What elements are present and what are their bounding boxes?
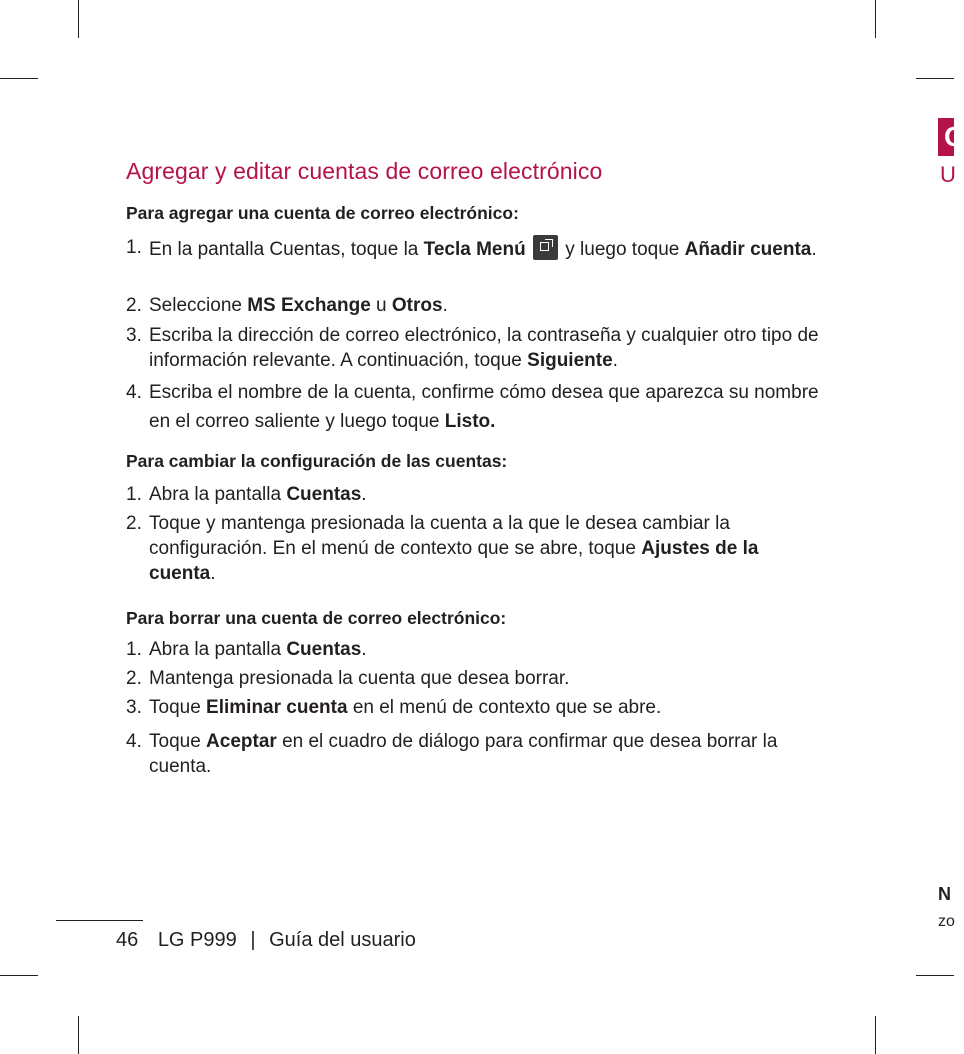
step-number: 4.: [126, 382, 142, 403]
step-text: Escriba el nombre de la cuenta, confirme cómo desea que aparezca su nombre en el correo saliente y luego toque: [149, 382, 819, 432]
footer: [116, 929, 416, 952]
step-text: u: [370, 295, 392, 316]
step-number: 1.: [126, 237, 142, 258]
model-name: LG P999: [157, 929, 237, 951]
step-text: .: [210, 563, 216, 584]
list-item: [126, 482, 826, 507]
step-text: .: [811, 239, 817, 260]
step-text: Abra la pantalla: [149, 639, 287, 660]
step-text: Seleccione: [149, 295, 248, 316]
crop-mark: [875, 0, 876, 38]
list-item: [126, 323, 826, 373]
menu-key-icon: [533, 235, 558, 260]
step-text: Mantenga presionada la cuenta que desea borrar.: [149, 668, 570, 689]
step-text: .: [361, 639, 367, 660]
step-text: Escriba la dirección de correo electrónico, la contraseña y cualquier otro tipo de información relevante. A continuación, toque: [149, 325, 819, 371]
step-text: Toque y mantenga presionada la cuenta a la que le desea cambiar la configuración. En el menú de contexto que se abre, toque: [149, 513, 730, 559]
crop-mark: [0, 78, 38, 79]
list-item: [126, 637, 826, 662]
step-text: Toque: [149, 697, 207, 718]
step-bold: Aceptar: [206, 731, 277, 752]
list-item: [126, 235, 826, 262]
crop-mark: [78, 0, 79, 38]
step-number: 2.: [126, 295, 142, 316]
change-heading: Para cambiar la configuración de las cuentas:: [126, 451, 508, 471]
step-number: 4.: [126, 731, 142, 752]
step-bold: Cuentas: [286, 639, 362, 660]
list-item: [126, 729, 826, 779]
list-item: [126, 695, 826, 720]
chapter-tab-letter: C: [944, 121, 964, 152]
step-bold: Tecla Menú: [423, 239, 526, 260]
list-item: [126, 378, 826, 436]
step-bold: Ajustes de la cuenta: [149, 538, 759, 584]
step-bold: Cuentas: [286, 484, 362, 505]
step-text: En la pantalla Cuentas, toque la: [149, 239, 424, 260]
step-bold: Añadir cuenta: [684, 239, 812, 260]
step-bold: MS Exchange: [247, 295, 371, 316]
page-number: 46: [116, 929, 139, 951]
crop-mark: [916, 975, 954, 976]
side-text-small: zo: [938, 913, 955, 930]
remove-heading: Para borrar una cuenta de correo electrónico:: [126, 608, 507, 628]
step-bold: Siguiente: [527, 350, 613, 371]
step-text: en el menú de contexto que se abre.: [347, 697, 662, 718]
footer-rule: [56, 920, 143, 921]
section-title: Agregar y editar cuentas de correo electrónico: [126, 158, 603, 184]
list-item: [126, 511, 826, 586]
step-bold: Listo.: [444, 411, 496, 432]
side-text-bold: N: [938, 884, 951, 904]
list-item: [126, 666, 826, 691]
step-text: .: [361, 484, 367, 505]
crop-mark: [78, 1016, 79, 1054]
guide-title: Guía del usuario: [269, 929, 416, 951]
step-text: .: [442, 295, 448, 316]
step-bold: Eliminar cuenta: [206, 697, 348, 718]
step-number: 2.: [126, 668, 142, 689]
step-text: y luego toque: [559, 239, 685, 260]
crop-mark: [875, 1016, 876, 1054]
step-bold: Otros: [391, 295, 443, 316]
list-item: [126, 293, 826, 318]
step-number: 3.: [126, 325, 142, 346]
footer-separator: |: [250, 929, 256, 951]
step-text: en el cuadro de diálogo para confirmar que desea borrar la cuenta.: [149, 731, 778, 777]
crop-mark: [0, 975, 38, 976]
step-text: Abra la pantalla: [149, 484, 287, 505]
step-text: .: [612, 350, 618, 371]
chapter-tab-next-letter: U: [940, 162, 956, 187]
add-heading: Para agregar una cuenta de correo electrónico:: [126, 203, 519, 223]
step-number: 2.: [126, 513, 142, 534]
step-number: 3.: [126, 697, 142, 718]
crop-mark: [916, 78, 954, 79]
step-number: 1.: [126, 484, 142, 505]
step-text: Toque: [149, 731, 207, 752]
step-number: 1.: [126, 639, 142, 660]
